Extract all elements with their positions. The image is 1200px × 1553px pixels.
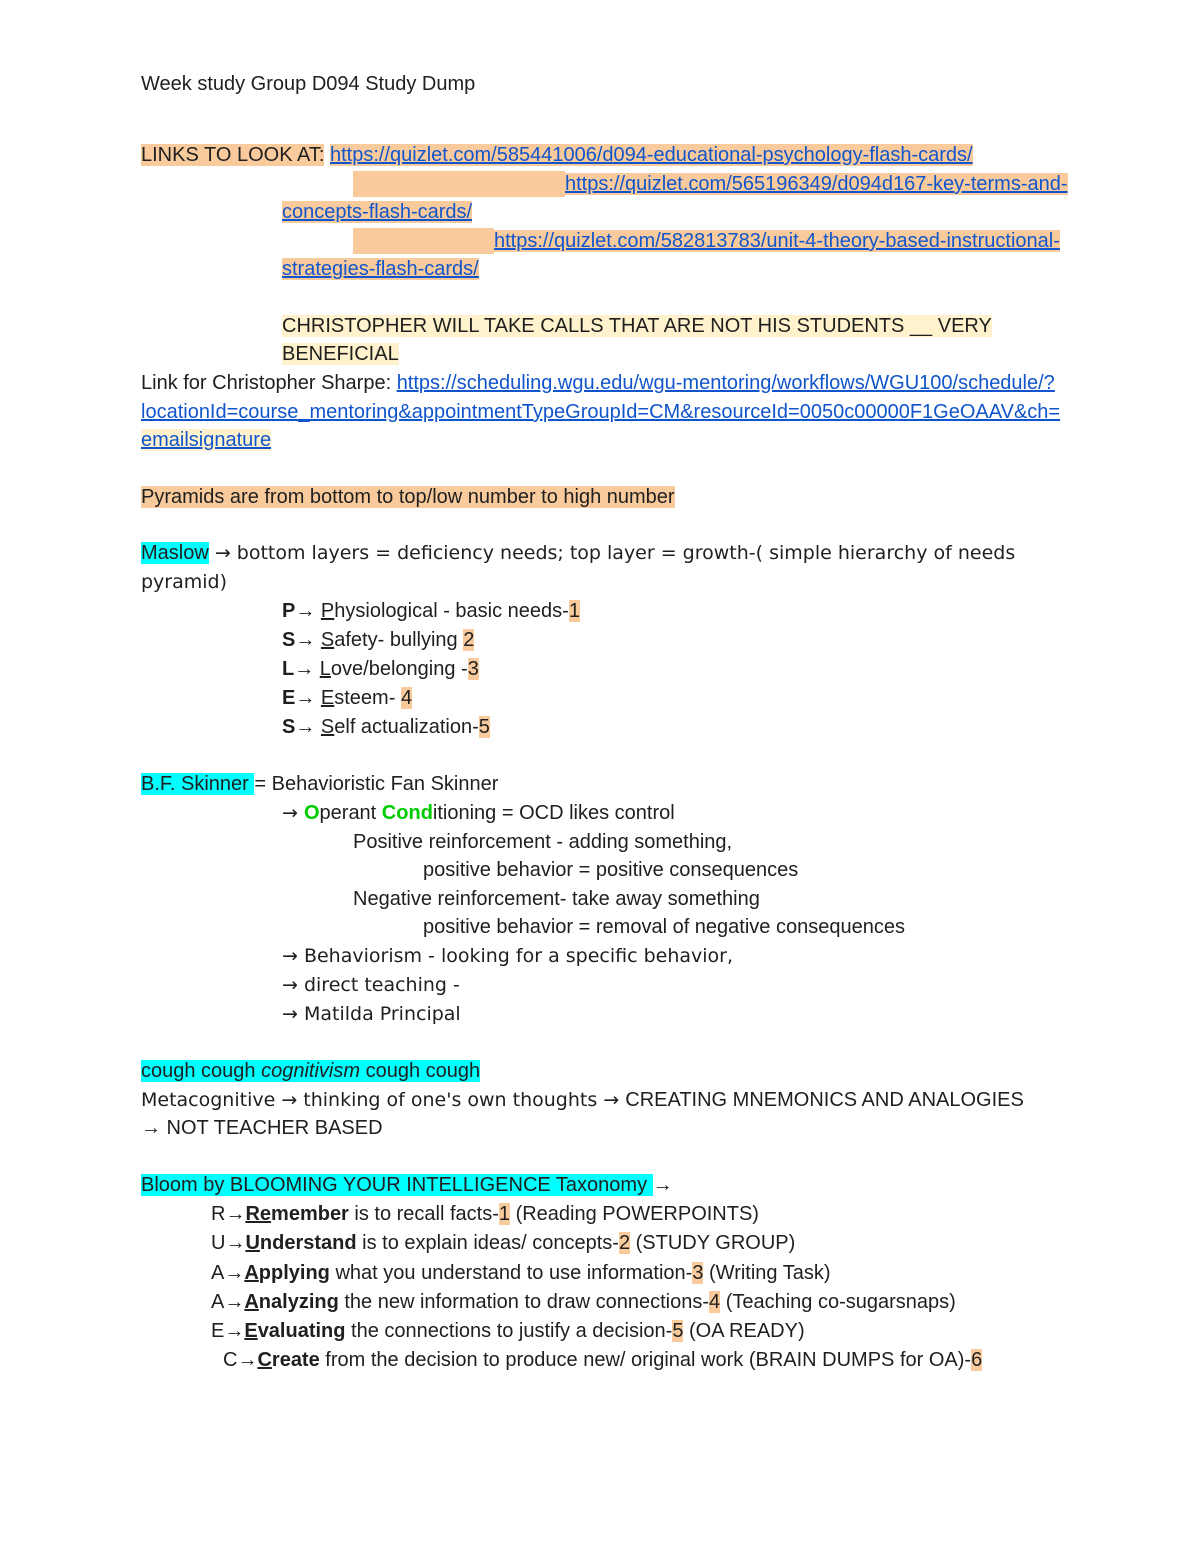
sharpe-link-cont[interactable]: locationId=course_mentoring&appointmentTypeGroupId=CM&resourceId=0050c00000F1GeOAAV&ch= — [141, 401, 1061, 423]
bloom-item: E→Evaluating the connections to justify a decision-5 (OA READY) — [211, 1320, 805, 1342]
quizlet-link-2[interactable]: https://quizlet.com/565196349/d094d167-key-terms-and- — [565, 173, 1068, 195]
level-number: 4 — [709, 1291, 721, 1313]
maslow-desc-cont: pyramid) — [141, 571, 228, 593]
matilda-note: → Matilda Principal — [282, 1003, 461, 1025]
maslow-heading — [141, 540, 1015, 566]
level-number: 1 — [498, 1203, 511, 1225]
metacognitive-line-cont: → NOT TEACHER BASED — [141, 1117, 383, 1139]
maslow-item: E→ Esteem- 4 — [282, 687, 413, 709]
bloom-heading: Bloom by BLOOMING YOUR INTELLIGENCE Taxonomy → — [141, 1174, 673, 1196]
bloom-item: U→Understand is to explain ideas/ concepts-2 (STUDY GROUP) — [211, 1232, 796, 1254]
bloom-item: C→Create from the decision to produce new/ original work (BRAIN DUMPS for OA)-6 — [223, 1349, 983, 1371]
level-number: 1 — [568, 600, 580, 622]
direct-teaching-note: → direct teaching - — [282, 974, 460, 996]
maslow-desc: → bottom layers = deficiency needs; top layer = growth-( simple hierarchy of needs — [208, 542, 1016, 564]
maslow-item: S→ Self actualization-5 — [282, 716, 490, 738]
skinner-label: B.F. Skinner — [141, 773, 255, 795]
negative-reinforcement: Negative reinforcement- take away something — [353, 888, 760, 910]
cognitivism-heading: cough cough cognitivism cough cough — [141, 1060, 481, 1082]
quizlet-link-1[interactable]: https://quizlet.com/585441006/d094-educational-psychology-flash-cards/ — [329, 144, 973, 166]
operant-conditioning: → Operant Conditioning = OCD likes control — [282, 802, 675, 824]
level-number: 2 — [463, 629, 475, 651]
quizlet-link-2-cont[interactable]: concepts-flash-cards/ — [282, 201, 473, 223]
document-title: Week study Group D094 Study Dump — [141, 73, 476, 95]
maslow-item: L→ Love/belonging -3 — [282, 658, 479, 680]
skinner-desc: = Behavioristic Fan Skinner — [254, 773, 499, 795]
bloom-item: A→Applying what you understand to use information-3 (Writing Task) — [211, 1262, 831, 1284]
sharpe-label: Link for Christopher Sharpe: — [141, 372, 397, 394]
quizlet-link-3-cont[interactable]: strategies-flash-cards/ — [282, 258, 479, 280]
maslow-item: P→ Physiological - basic needs-1 — [282, 600, 580, 622]
bloom-item: R→Remember is to recall facts-1 (Reading POWERPOINTS) — [211, 1203, 759, 1225]
level-number: 4 — [400, 687, 413, 709]
bloom-label: Bloom by BLOOMING YOUR INTELLIGENCE Taxonomy — [141, 1174, 653, 1196]
behaviorism-note: → Behaviorism - looking for a specific behavior, — [282, 945, 734, 967]
links-line-3 — [353, 228, 1060, 254]
metacognitive-line: Metacognitive → thinking of one's own thoughts → CREATING MNEMONICS AND ANALOGIES — [141, 1089, 1024, 1111]
bloom-item: A→Analyzing the new information to draw connections-4 (Teaching co-sugarsnaps) — [211, 1291, 956, 1313]
maslow-label: Maslow — [141, 542, 209, 564]
level-number: 3 — [692, 1262, 704, 1284]
positive-behavior: positive behavior = positive consequences — [423, 859, 799, 881]
quizlet-link-3[interactable]: https://quizlet.com/582813783/unit-4-theory-based-instructional- — [494, 230, 1060, 252]
positive-reinforcement: Positive reinforcement - adding something, — [353, 831, 733, 853]
maslow-item: S→ Safety- bullying 2 — [282, 629, 475, 651]
sharpe-line — [141, 370, 1055, 396]
links-line-2 — [353, 171, 1068, 197]
sharpe-link-end[interactable]: emailsignature — [141, 429, 272, 451]
level-number: 6 — [971, 1349, 983, 1371]
level-number: 3 — [467, 658, 479, 680]
level-number: 5 — [478, 716, 490, 738]
links-line-1 — [141, 142, 973, 168]
christopher-note-cont: BENEFICIAL — [282, 343, 399, 365]
level-number: 5 — [672, 1320, 684, 1342]
links-label: LINKS TO LOOK AT: — [141, 144, 325, 166]
sharpe-link[interactable]: https://scheduling.wgu.edu/wgu-mentoring/workflows/WGU100/schedule/? — [396, 372, 1055, 394]
pyramid-note: Pyramids are from bottom to top/low number to high number — [141, 486, 675, 508]
level-number: 2 — [618, 1232, 631, 1254]
christopher-note: CHRISTOPHER WILL TAKE CALLS THAT ARE NOT HIS STUDENTS __ VERY — [282, 315, 992, 337]
negative-behavior: positive behavior = removal of negative consequences — [423, 916, 905, 938]
skinner-heading — [141, 771, 498, 797]
